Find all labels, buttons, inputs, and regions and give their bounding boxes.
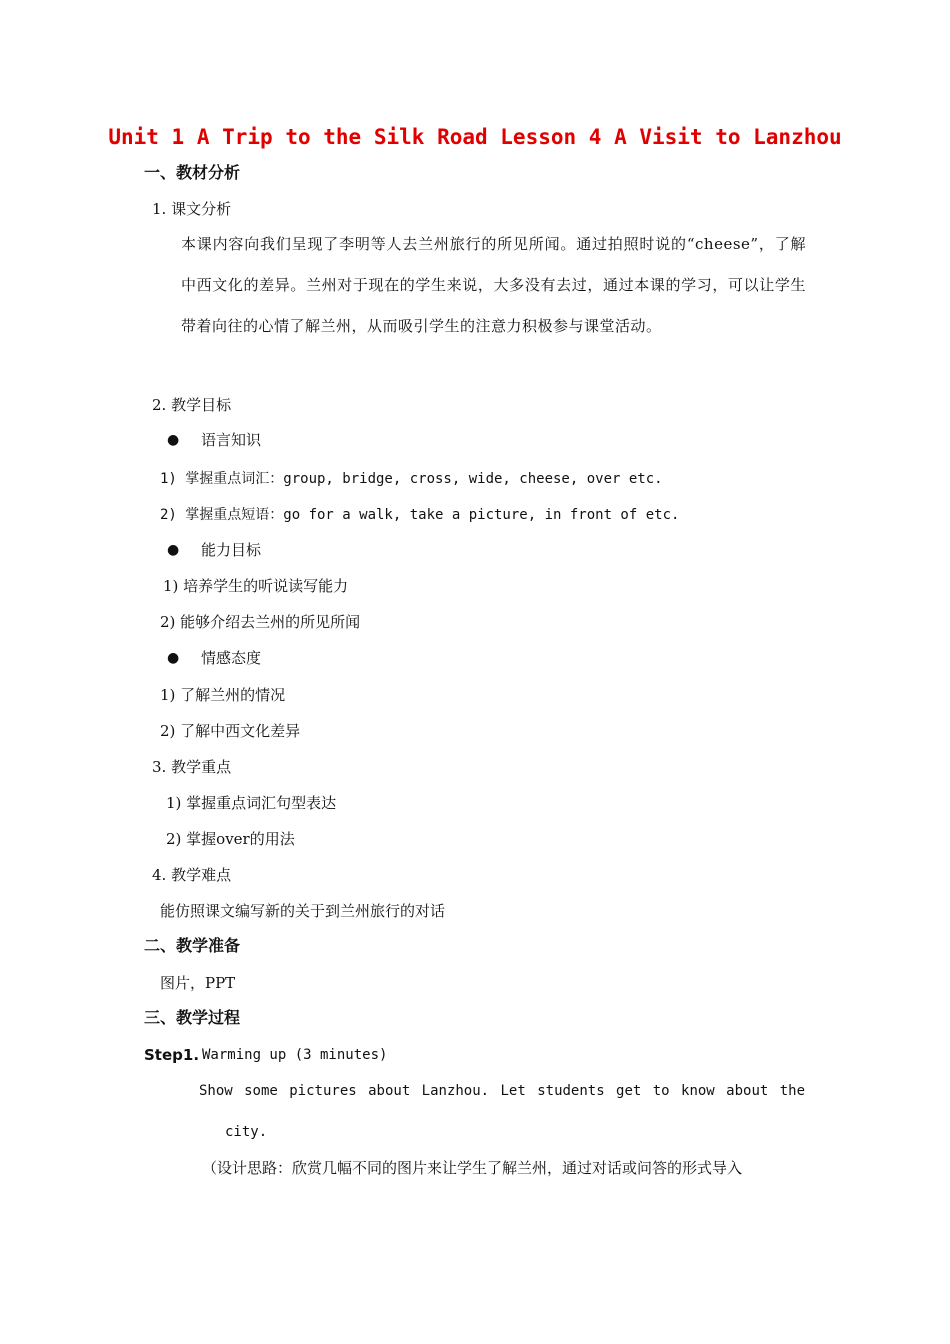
- goal-ability: 能力目标: [201, 541, 262, 559]
- step-1-description-cont: city.: [225, 1124, 268, 1140]
- section-heading-preparation: 二、教学准备: [144, 936, 241, 955]
- goal-attitude: 情感态度: [201, 649, 262, 667]
- bullet-icon: ●: [167, 542, 180, 558]
- analysis-paragraph: 本课内容向我们呈现了李明等人去兰州旅行的所见所闻。通过拍照时说的“cheese”，了解中西文化的差异。兰州对于现在的学生来说，大多没有去过，通过本课的学习，可以让学生带着向往的心情了解兰州，从而吸引学生的注意力积极参与课堂活动。: [181, 235, 806, 335]
- goal-vocabulary-item: 1) 掌握重点词汇：group, bridge, cross, wide, cheese, over etc.: [160, 471, 663, 487]
- key-point-item-1: 1) 掌握重点词汇句型表达: [166, 794, 337, 812]
- step-1-title: Warming up (3 minutes): [202, 1047, 388, 1063]
- step-1-description: Show some pictures about Lanzhou. Let students get to know about the: [199, 1083, 805, 1099]
- subheading-teaching-goals: 2. 教学目标: [152, 396, 232, 414]
- subheading-text-analysis: 1. 课文分析: [152, 200, 232, 218]
- goal-language-knowledge: 语言知识: [201, 431, 262, 449]
- bullet-icon: ●: [167, 650, 180, 666]
- goal-ability-item-2: 2) 能够介绍去兰州的所见所闻: [160, 613, 361, 631]
- design-note: （设计思路：欣赏几幅不同的图片来让学生了解兰州，通过对话或问答的形式导入: [202, 1159, 743, 1177]
- goal-attitude-item-2: 2) 了解中西文化差异: [160, 722, 301, 740]
- document-title: Unit 1 A Trip to the Silk Road Lesson 4 A Visit to Lanzhou: [108, 125, 842, 149]
- section-heading-analysis: 一、教材分析: [144, 163, 241, 182]
- difficulty-text: 能仿照课文编写新的关于到兰州旅行的对话: [160, 902, 446, 920]
- subheading-key-points: 3. 教学重点: [152, 758, 232, 776]
- bullet-icon: ●: [167, 432, 180, 448]
- subheading-difficulty: 4. 教学难点: [152, 866, 232, 884]
- goal-attitude-item-1: 1) 了解兰州的情况: [160, 686, 286, 704]
- section-heading-process: 三、教学过程: [144, 1008, 241, 1027]
- step-1-label: Step1.: [144, 1046, 200, 1064]
- preparation-text: 图片，PPT: [160, 974, 236, 992]
- goal-phrases-item: 2) 掌握重点短语：go for a walk, take a picture, in front of etc.: [160, 507, 680, 523]
- goal-ability-item-1: 1) 培养学生的听说读写能力: [163, 577, 349, 595]
- key-point-item-2: 2) 掌握over的用法: [166, 830, 295, 848]
